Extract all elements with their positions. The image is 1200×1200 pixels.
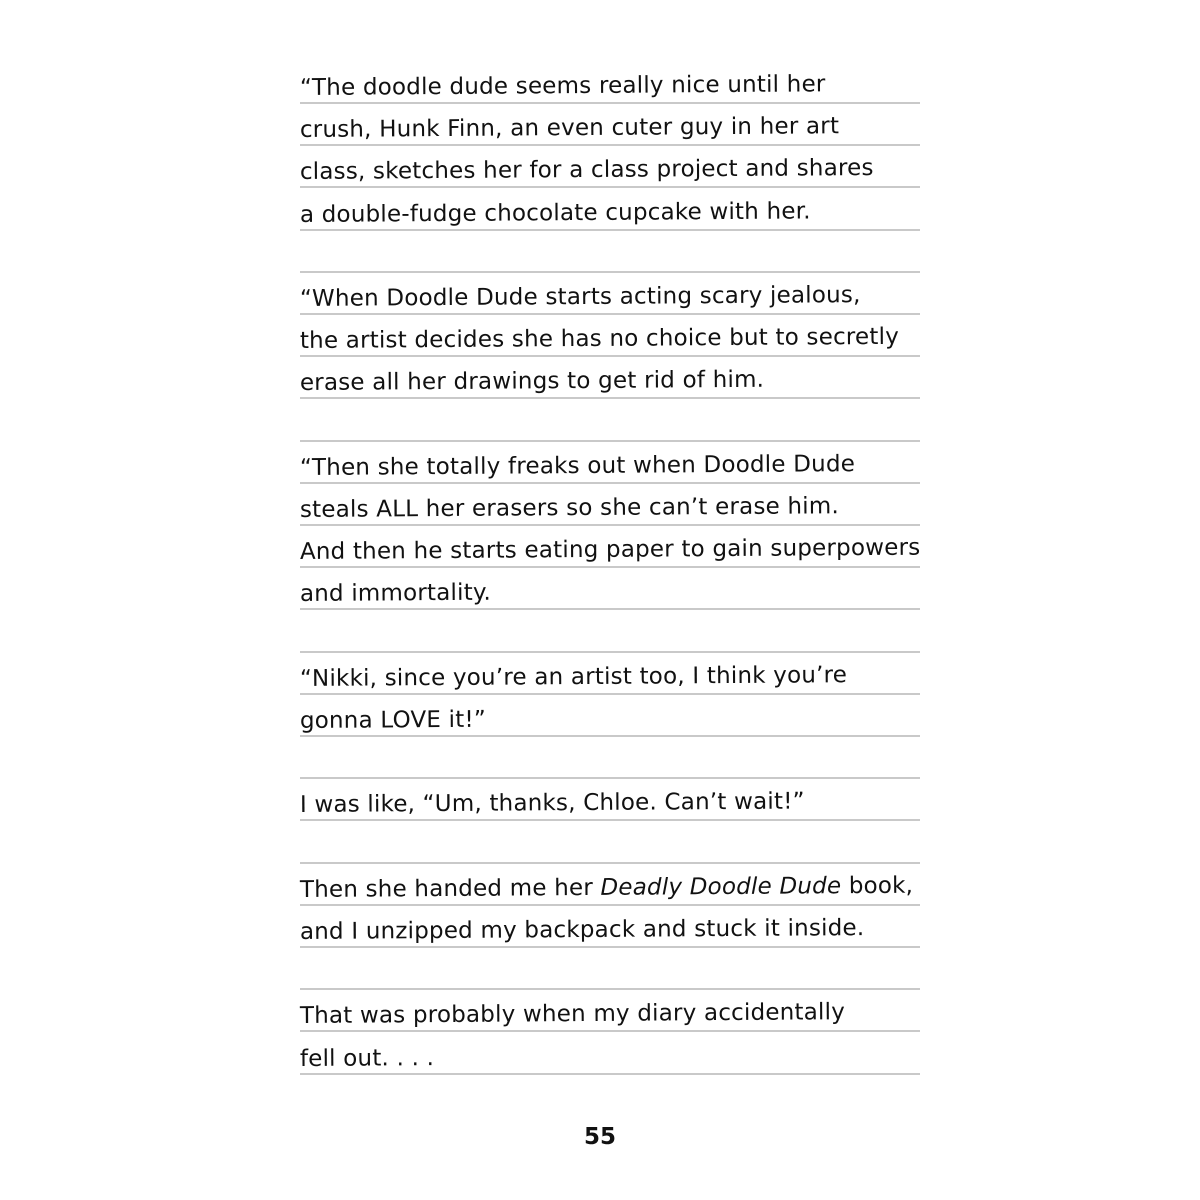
text-line: “Then she totally freaks out when Doodle Dude bbox=[299, 451, 856, 482]
text-line-part: book, bbox=[841, 872, 914, 900]
text-line: class, sketches her for a class project and shares bbox=[299, 154, 874, 186]
ruled-line bbox=[300, 440, 920, 442]
ruled-line bbox=[300, 777, 920, 779]
ruled-line bbox=[300, 862, 920, 864]
ruled-line bbox=[300, 651, 920, 653]
text-line bbox=[300, 238, 940, 242]
text-line bbox=[300, 407, 940, 411]
text-line bbox=[300, 871, 940, 905]
text-line: I was like, “Um, thanks, Chloe. Can’t wait!” bbox=[299, 788, 805, 819]
text-line: And then he starts eating paper to gain superpowers bbox=[299, 534, 921, 566]
text-line: a double-fudge chocolate cupcake with her. bbox=[299, 198, 811, 229]
text-line bbox=[300, 955, 940, 959]
ruled-line bbox=[300, 988, 920, 990]
text-line: and immortality. bbox=[299, 579, 492, 608]
text-line: “Nikki, since you’re an artist too, I think you’re bbox=[299, 662, 848, 693]
text-line: “The doodle dude seems really nice until her bbox=[299, 71, 826, 102]
text-line bbox=[300, 618, 940, 622]
text-line: erase all her drawings to get rid of him. bbox=[299, 366, 765, 397]
book-title: Deadly Doodle Dude bbox=[600, 873, 842, 901]
text-line: That was probably when my diary accidentally bbox=[299, 999, 846, 1029]
text-line: fell out. . . . bbox=[299, 1045, 435, 1072]
text-line: steals ALL her erasers so she can’t erase him. bbox=[299, 493, 840, 524]
text-line: and I unzipped my backpack and stuck it inside. bbox=[299, 915, 865, 946]
ruled-line bbox=[300, 271, 920, 273]
text-line: the artist decides she has no choice but to secretly bbox=[299, 323, 900, 355]
text-line-part: Then she handed me her bbox=[299, 874, 601, 904]
text-line: gonna LOVE it!” bbox=[299, 706, 487, 735]
text-line: crush, Hunk Finn, an even cuter guy in her art bbox=[299, 113, 840, 144]
text-line bbox=[300, 829, 940, 833]
page-number: 55 bbox=[583, 1124, 616, 1150]
text-line: “When Doodle Dude starts acting scary jealous, bbox=[299, 282, 861, 313]
text-line bbox=[300, 744, 940, 748]
